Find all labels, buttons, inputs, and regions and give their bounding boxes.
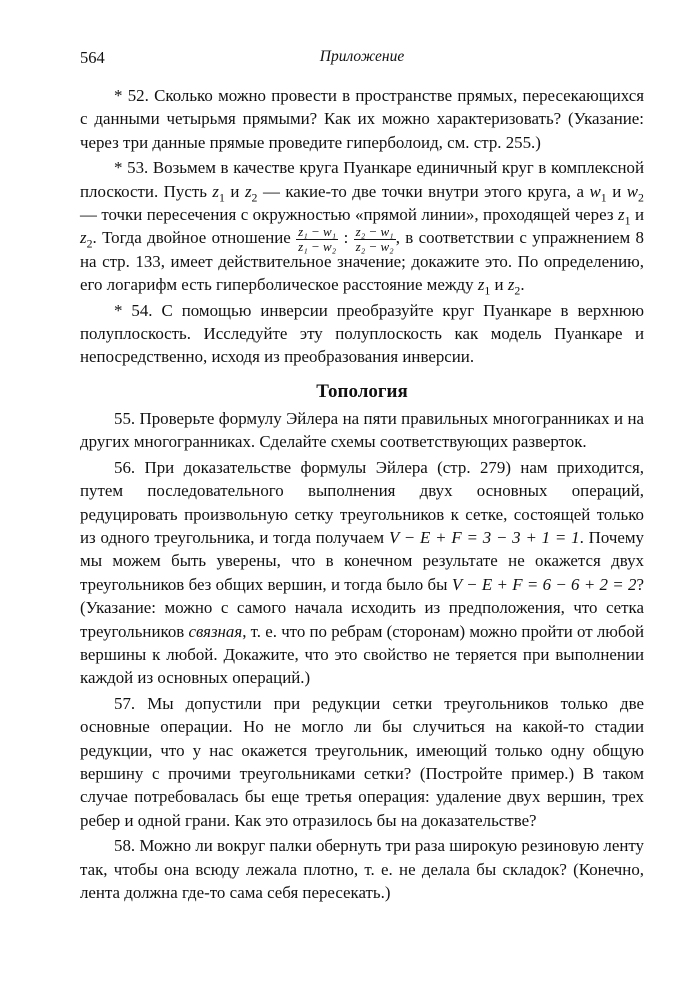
math-var: z xyxy=(617,205,625,225)
text-run: 56. При доказательстве формулы Эйлера (стр. 279) нам приходится, путем последовательного выполнения двух основных операций, редуцировать произвольную сетку треугольников к сетке, состоящей только из одного треугольника, и тогда получаем xyxy=(80,457,644,547)
text-run: ? (Указание: можно с самого начала исходить из предположения, что сетка треугольников xyxy=(80,574,644,641)
fraction-2 xyxy=(354,225,396,254)
math-var: z xyxy=(507,275,515,295)
math-var: z xyxy=(244,181,252,201)
math-sub: 2 xyxy=(86,236,93,251)
running-title: Приложение xyxy=(319,48,405,65)
math-var: w xyxy=(626,181,639,201)
fraction-2-numerator: z₂ − w₁ xyxy=(355,224,394,240)
fraction-1-denominator: z₁ − w₂ xyxy=(298,239,337,255)
text-run: — точки пересечения с окружностью «прямой линии», проходящей через xyxy=(80,205,614,225)
italic-term: связная xyxy=(188,621,243,641)
euler-equation-1: V − E + F = 3 − 3 + 1 = 1 xyxy=(388,527,580,547)
math-sub: 2 xyxy=(514,283,521,298)
text-run: и xyxy=(634,205,644,225)
text-run: . Тогда двойное отношение xyxy=(92,228,291,248)
math-sub: 1 xyxy=(624,213,631,228)
fraction-2-denominator: z₂ − w₂ xyxy=(355,239,394,255)
exercise-56 xyxy=(80,456,644,690)
text-run: и xyxy=(494,275,504,295)
text-run: и xyxy=(230,181,240,201)
exercise-55: 55. Проверьте формулу Эйлера на пяти правильных многогранниках и на других многогранниках. Сделайте схемы соответствующих разверток. xyxy=(80,408,644,452)
math-var: z xyxy=(212,181,219,201)
page-number: 564 xyxy=(80,48,105,67)
running-head xyxy=(80,48,644,70)
math-sub: 1 xyxy=(600,190,607,204)
section-title: Топология xyxy=(316,380,408,402)
text-run: и xyxy=(612,181,622,201)
text-run: , в соответствии с упражнением 8 на стр. 133, имеет действительное значение; докажите это. По определению, его логарифм есть гиперболическое расстояние между xyxy=(80,228,644,295)
exercise-54: * 54. С помощью инверсии преобразуйте круг Пуанкаре в верхнюю полуплоскость. Исследуйте эту полуплоскость как модель Пуанкаре и непосредственно, исходя из преобразования инверсии. xyxy=(80,300,644,367)
euler-equation-2: V − E + F = 6 − 6 + 2 = 2 xyxy=(451,574,637,594)
body-text xyxy=(80,84,644,906)
math-sub: 1 xyxy=(484,283,491,298)
text-run: * 53. Возьмем в качестве круга Пуанкаре единичный круг в комплексной плоскости. Пусть xyxy=(80,158,644,201)
exercise-52: * 52. Сколько можно провести в пространстве прямых, пересекающихся с данными четырьмя прямыми? Как их можно характеризовать? (Указание: через три данные прямые проведите гиперболоид, см. стр. 255.) xyxy=(80,86,644,152)
math-var: w xyxy=(589,181,601,201)
text-run: , т. е. что по ребрам (сторонам) можно пройти от любой вершины к любой. Докажите, что это свойство не теряется при выполнении каждой из основных операций.) xyxy=(80,621,644,688)
exercise-58: 58. Можно ли вокруг палки обернуть три раза широкую резиновую ленту так, чтобы она всюду лежала плотно, т. е. не делала бы складок? (Конечно, лента должна где-то сама себя пересекать.) xyxy=(80,836,644,902)
fraction-1 xyxy=(296,225,338,254)
text-run: . xyxy=(520,275,525,295)
math-sub: 2 xyxy=(251,190,258,204)
math-sub: 2 xyxy=(638,190,644,204)
math-sub: 1 xyxy=(219,190,225,204)
math-var: z xyxy=(80,228,87,248)
text-run: — какие-то две точки внутри этого круга, а xyxy=(262,181,584,201)
exercise-57: 57. Мы допустили при редукции сетки треугольников только две основные операции. Но не могло ли бы случиться на какой-то стадии редукции, что у нас окажется треугольник, имеющий только одну общую вершину с прочими треугольниками сетки? (Постройте пример.) В таком случае потребовалась бы еще третья операция: удаление двух вершин, трех ребер и одной грани. Как это отразилось бы на доказательстве? xyxy=(80,693,644,830)
exercise-53 xyxy=(80,156,644,296)
fraction-1-numerator: z₁ − w₁ xyxy=(298,224,337,240)
text-run: . Почему мы можем быть уверены, что в конечном результате не окажется двух треугольников без общих вершин, и тогда было бы xyxy=(80,527,644,594)
math-var: z xyxy=(477,275,485,295)
ratio-colon: : xyxy=(343,228,349,248)
